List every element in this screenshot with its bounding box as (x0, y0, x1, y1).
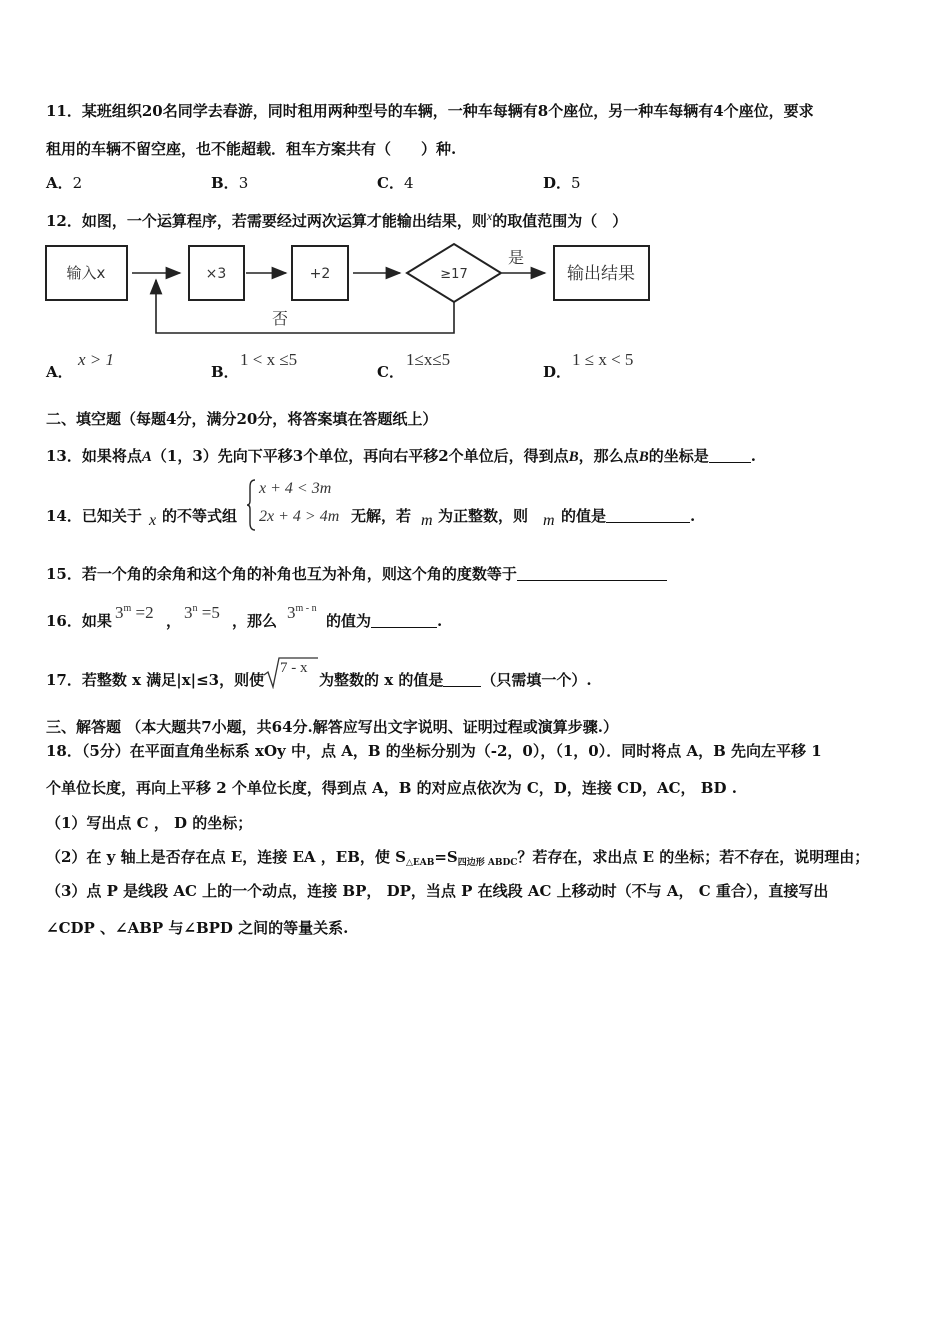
q15-answer-blank (517, 565, 667, 581)
q14-answer-blank (606, 507, 690, 523)
q16-p3: 的值为 . (326, 612, 443, 630)
q16-expr2: $3^n =5$ (184, 603, 220, 622)
q12-option-b-label: B． (211, 363, 239, 381)
q18-sub1: （1）写出点 C ， D 的坐标； (46, 814, 253, 832)
q13-answer-blank (709, 447, 751, 463)
section2-heading: 二、填空题（每题4分，满分20分，将答案填在答题纸上） (46, 410, 438, 428)
q14-inequality-2: 2x + 4 > 4m (259, 508, 340, 525)
q16-p2: ，那么 (232, 612, 278, 630)
q14-brace (247, 479, 257, 531)
q11-option-d: D．5 (543, 174, 581, 192)
flow-input-label: 输入x (66, 264, 106, 282)
q14-p2: 的不等式组 (162, 507, 238, 525)
flow-multiply-label: ×3 (205, 266, 227, 282)
q16-p1: 16．如果 (46, 612, 112, 630)
flow-condition-label: ≥17 (440, 267, 468, 282)
q12-option-b-value: 1 < x ≤5 (240, 350, 298, 369)
q14-p4: 为正整数，则 (438, 507, 529, 525)
q11-option-b: B．3 (211, 174, 249, 192)
q11-option-a: A．2 (46, 174, 83, 192)
q18-sub3: （3）点 P 是线段 AC 上的一个动点，连接 BP， DP，当点 P 在线段 AC 上移动时（不与 A， C 重合），直接写出 (46, 882, 829, 900)
flow-yes-label: 是 (507, 248, 525, 267)
section3-heading: 三、解答题 （本大题共7小题，共64分.解答应写出文字说明、证明过程或演算步骤.） (46, 718, 618, 736)
q13: 13．如果将点A（1，3）先向下平移3个单位，再向右平移2个单位后，得到点B，那么点B的坐标是 . (46, 447, 756, 465)
flow-add-label: +2 (309, 266, 331, 282)
q14-var-m2: m (543, 512, 555, 529)
q17-p1: 17．若整数 x 满足|x|≤3，则使 (46, 671, 265, 689)
q16-expr3: 3$^{m - n}$ (287, 603, 317, 622)
q17-answer-blank (443, 671, 481, 687)
q11-option-c: C．4 (377, 174, 414, 192)
q11-line1: 11．某班组织20名同学去春游，同时租用两种型号的车辆，一种车每辆有8个座位，另一种车每辆有4个座位，要求 (46, 102, 814, 120)
q16-expr1: $3^m =2$ (115, 603, 154, 622)
flow-output-label: 输出结果 (567, 264, 635, 284)
q12-flowchart (40, 238, 660, 340)
q14-inequality-1: x + 4 < 3m (259, 480, 332, 497)
q12-option-c-value: 1≤x≤5 (406, 350, 451, 369)
flow-loop-arrow (156, 280, 454, 333)
q14-var-x: x (149, 512, 157, 529)
q17-p2: 为整数的 x 的值是 （只需填一个）. (319, 671, 592, 689)
q18-line1: 18．（5分）在平面直角坐标系 xOy 中，点 A，B 的坐标分别为（-2，0），（1，0）．同时将点 A，B 先向左平移 1 (46, 742, 822, 760)
flow-no-label: 否 (271, 309, 289, 328)
q14-var-m: m (421, 512, 433, 529)
q16-answer-blank (371, 612, 437, 628)
q18-sub3-line2: ∠CDP 、∠ABP 与∠BPD 之间的等量关系. (46, 919, 349, 937)
q12-option-c-label: C． (377, 363, 404, 381)
q12-option-d-label: D． (543, 363, 572, 381)
q12-option-a-label: A． (46, 363, 73, 381)
q12-option-d-value: 1 ≤ x < 5 (572, 350, 634, 369)
q15: 15．若一个角的余角和这个角的补角也互为补角，则这个角的度数等于 (46, 564, 667, 584)
q16-sep: ， (166, 612, 182, 630)
q12-stem: 12．如图，一个运算程序，若需要经过两次运算才能输出结果，则$^x$的取值范围为（ ） (46, 209, 628, 230)
q12-option-a-value: x > 1 (78, 350, 115, 369)
q17-radicand: 7 - x (280, 660, 308, 676)
q14-p1: 14．已知关于 (46, 507, 142, 525)
q14-p3: 无解，若 (351, 507, 412, 525)
q18-line2: 个单位长度，再向上平移 2 个单位长度，得到点 A，B 的对应点依次为 C，D，连接 CD，AC， BD . (46, 779, 737, 797)
q14-p5: 的值是 . (561, 507, 696, 525)
q18-sub2: （2）在 y 轴上是否存在点 E，连接 EA ，EB，使 $S_{\triangle EAB}=S_{四边形 ABDC}$？若存在，求出点 E 的坐标；若不存在，说明理由； (46, 848, 870, 868)
q11-line2: 租用的车辆不留空座，也不能超载．租车方案共有（ ）种. (46, 140, 457, 158)
